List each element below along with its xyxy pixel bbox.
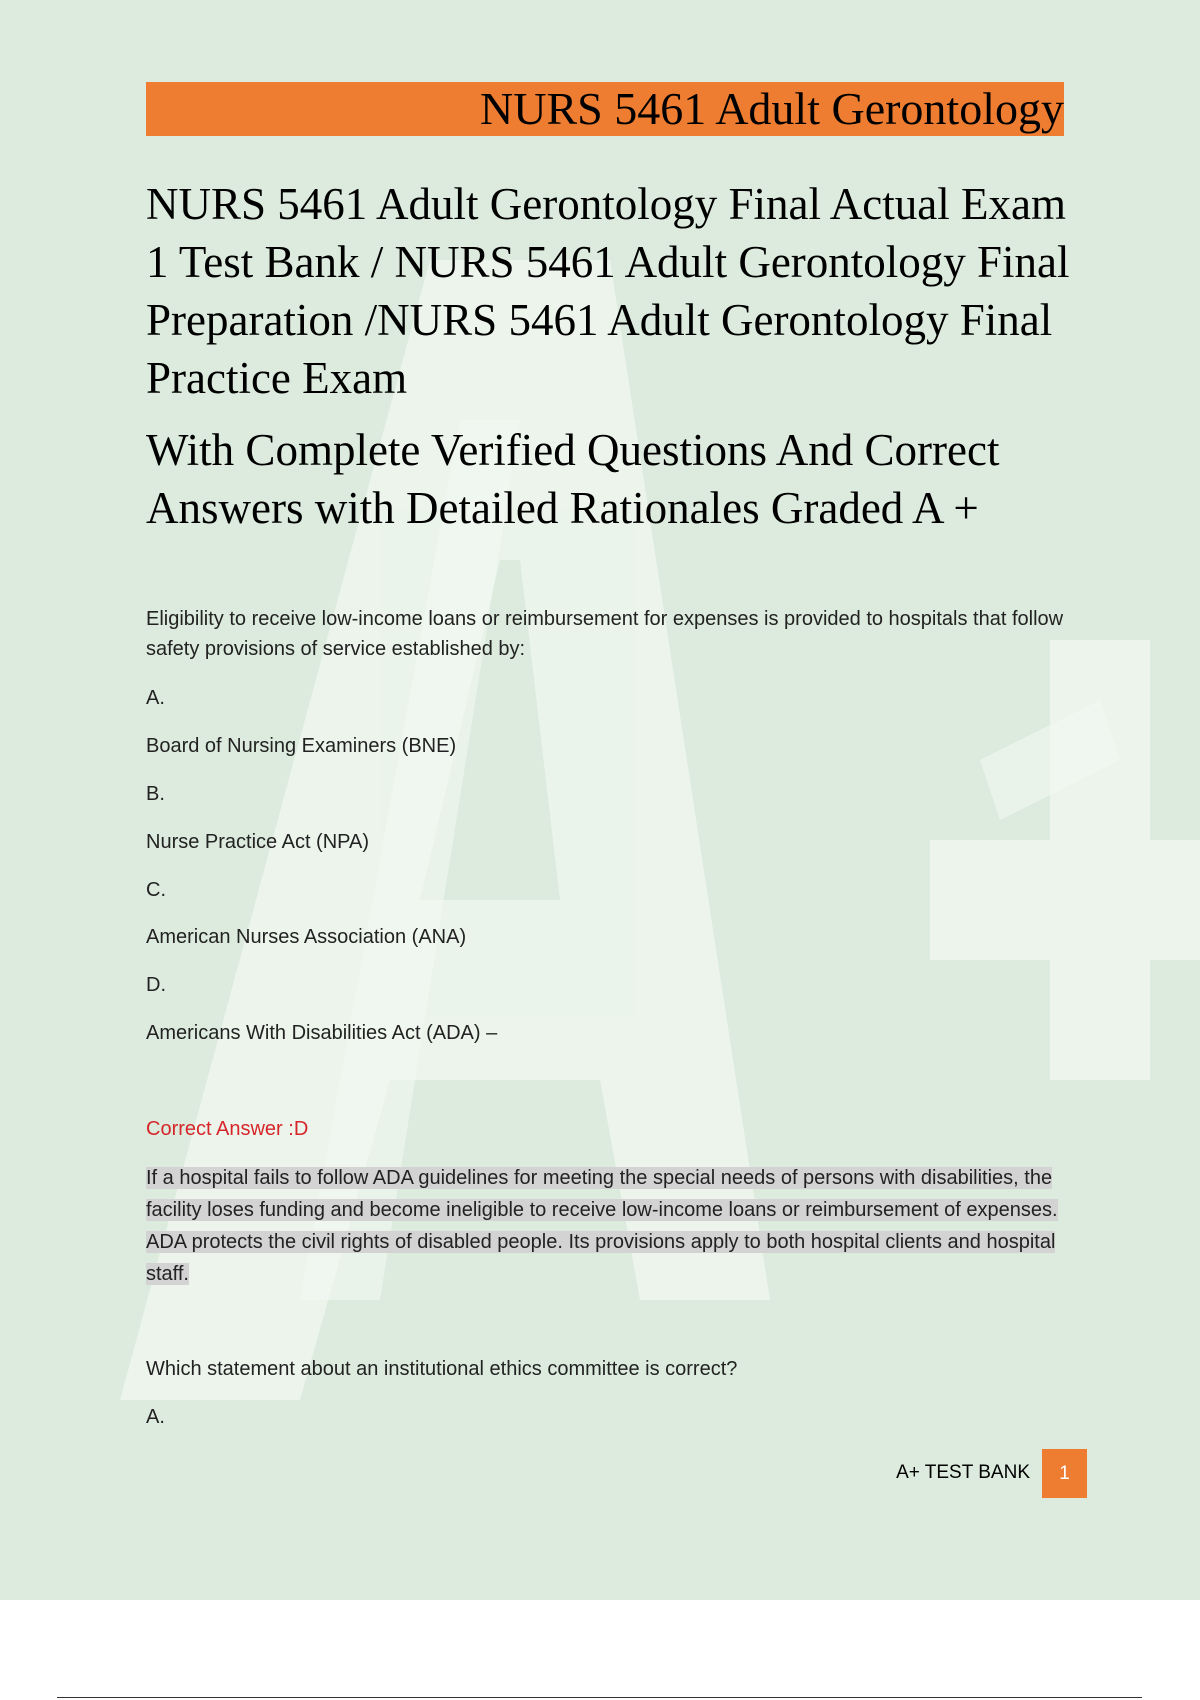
question-1-option-c-text: American Nurses Association (ANA): [146, 926, 467, 948]
question-1-option-b-letter: B.: [146, 783, 165, 805]
question-1-correct-answer: Correct Answer :D: [146, 1118, 309, 1140]
footer-label: A+ TEST BANK: [896, 1462, 1030, 1483]
header-title: NURS 5461 Adult Gerontology: [480, 83, 1064, 134]
question-1-option-d-text: Americans With Disabilities Act (ADA) –: [146, 1022, 498, 1044]
question-1-option-c-letter: C.: [146, 879, 166, 901]
question-1-option-a-text: Board of Nursing Examiners (BNE): [146, 735, 457, 757]
document-subtitle: With Complete Verified Questions And Correct Answers with Detailed Rationales Graded A +: [146, 425, 1000, 533]
page-number-badge: 1: [1042, 1449, 1087, 1498]
document-title: NURS 5461 Adult Gerontology Final Actual Exam 1 Test Bank / NURS 5461 Adult Gerontology Final Preparation /NURS 5461 Adult Gerontology Final Practice Exam: [146, 179, 1070, 403]
question-1-text: Eligibility to receive low-income loans or reimbursement for expenses is provided to hospitals that follow safety provisions of service established by:: [146, 608, 1064, 660]
question-1-option-b-text: Nurse Practice Act (NPA): [146, 831, 370, 853]
rationale-highlight: If a hospital fails to follow ADA guidelines for meeting the special needs of persons with disabilities, the facility loses funding and become ineligible to receive low-income loans or reimbursement of expenses. ADA protects the civil rights of disabled people. Its provisions apply to both hospital clients and hospital staff.: [146, 1167, 1058, 1285]
question-2-text: Which statement about an institutional ethics committee is correct?: [146, 1358, 738, 1380]
question-1-option-d-letter: D.: [146, 974, 166, 996]
page-divider: [57, 1697, 1142, 1698]
question-1-rationale: [146, 1162, 1086, 1290]
question-1-option-a-letter: A.: [146, 687, 165, 709]
question-2-option-a-letter: A.: [146, 1406, 165, 1428]
header-bar: [146, 82, 1064, 136]
